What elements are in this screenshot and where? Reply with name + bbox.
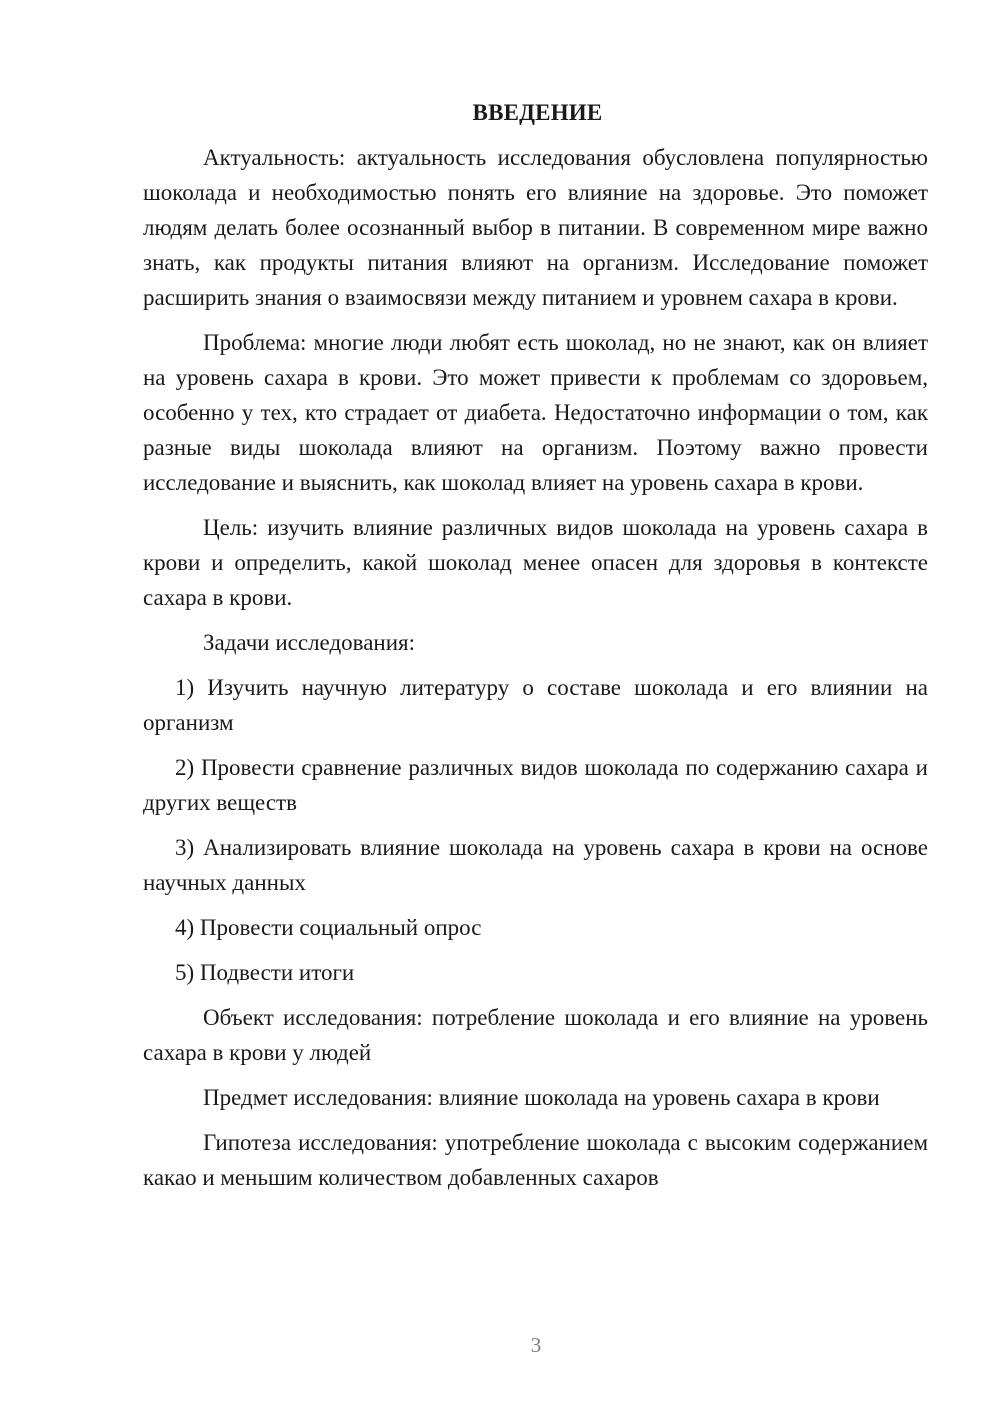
tasks-list <box>143 670 928 990</box>
task-item: 5) Подвести итоги <box>175 960 355 985</box>
page-number: 3 <box>530 1333 542 1357</box>
object-paragraph: Объект исследования: потребление шоколада и его влияние на уровень сахара в крови у людей <box>143 1005 928 1065</box>
task-item: 1) Изучить научную литературу о составе шоколада и его влиянии на организм <box>143 675 928 735</box>
relevance-paragraph: Актуальность: актуальность исследования обусловлена популярностью шоколада и необходимостью понять его влияние на здоровье. Это поможет людям делать более осознанный выбор в питании. В современном мире важно знать, как продукты питания влияют на организм. Исследование поможет расширить знания о взаимосвязи между питанием и уровнем сахара в крови. <box>143 145 928 310</box>
hypothesis-paragraph: Гипотеза исследования: употребление шоколада с высоким содержанием какао и меньшим количеством добавленных сахаров <box>143 1130 928 1190</box>
task-item: 3) Анализировать влияние шоколада на уровень сахара в крови на основе научных данных <box>143 835 928 895</box>
subject-paragraph: Предмет исследования: влияние шоколада на уровень сахара в крови <box>203 1085 880 1110</box>
tasks-intro: Задачи исследования: <box>203 630 416 655</box>
page-content <box>143 95 928 1195</box>
goal-paragraph: Цель: изучить влияние различных видов шоколада на уровень сахара в крови и определить, какой шоколад менее опасен для здоровья в контексте сахара в крови. <box>143 515 928 610</box>
problem-paragraph: Проблема: многие люди любят есть шоколад, но не знают, как он влияет на уровень сахара в крови. Это может привести к проблемам со здоровьем, особенно у тех, кто страдает от диабета. Недостаточно информации о том, как разные виды шоколада влияют на организм. Поэтому важно провести исследование и выяснить, как шоколад влияет на уровень сахара в крови. <box>143 330 928 495</box>
section-heading: ВВЕДЕНИЕ <box>472 100 603 125</box>
task-item: 2) Провести сравнение различных видов шоколада по содержанию сахара и других веществ <box>143 755 928 815</box>
task-item: 4) Провести социальный опрос <box>175 915 482 940</box>
